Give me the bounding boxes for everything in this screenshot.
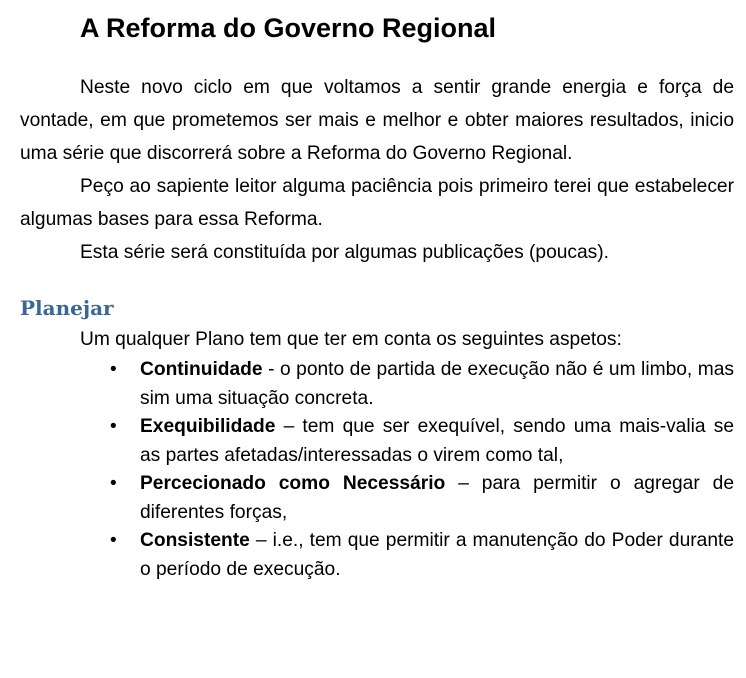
list-item-term: Percecionado como Necessário: [140, 473, 446, 494]
document-title: A Reforma do Governo Regional: [80, 13, 497, 43]
list-item-text: – i.e., tem que permitir a manutenção do Poder durante o período de execução.: [140, 530, 734, 580]
list-item-text: - o ponto de partida de execução não é um limbo, mas sim uma situação concreta.: [140, 359, 734, 409]
list-item-term: Exequibilidade: [140, 416, 276, 437]
bullet-icon: •: [110, 530, 117, 551]
section-heading: Planejar: [20, 296, 114, 320]
paragraph-patience: Peço ao sapiente leitor alguma paciência pois primeiro terei que estabelecer algumas bases para essa Reforma.: [20, 176, 734, 230]
list-item-term: Continuidade: [140, 359, 263, 380]
list-item: [110, 470, 734, 527]
paragraph-series: Esta série será constituída por algumas publicações (poucas).: [80, 242, 609, 263]
paragraph-intro: Neste novo ciclo em que voltamos a sentir grande energia e força de vontade, em que prometemos ser mais e melhor e obter maiores resultados, inicio uma série que discorrerá sobre a Reforma do Governo Regional.: [20, 77, 734, 164]
list-item-text: – tem que ser exequível, sendo uma mais-valia se as partes afetadas/interessadas o virem como tal,: [140, 416, 734, 466]
bullet-icon: •: [110, 416, 117, 437]
aspects-list: [20, 356, 734, 584]
section-intro: Um qualquer Plano tem que ter em conta os seguintes aspetos:: [80, 329, 622, 350]
document-page: [20, 0, 734, 584]
list-item: [110, 413, 734, 470]
list-item: [110, 356, 734, 413]
list-item: [110, 527, 734, 584]
bullet-icon: •: [110, 473, 117, 494]
bullet-icon: •: [110, 359, 117, 380]
list-item-text: – para permitir o agregar de diferentes forças,: [140, 473, 734, 523]
list-item-term: Consistente: [140, 530, 250, 551]
